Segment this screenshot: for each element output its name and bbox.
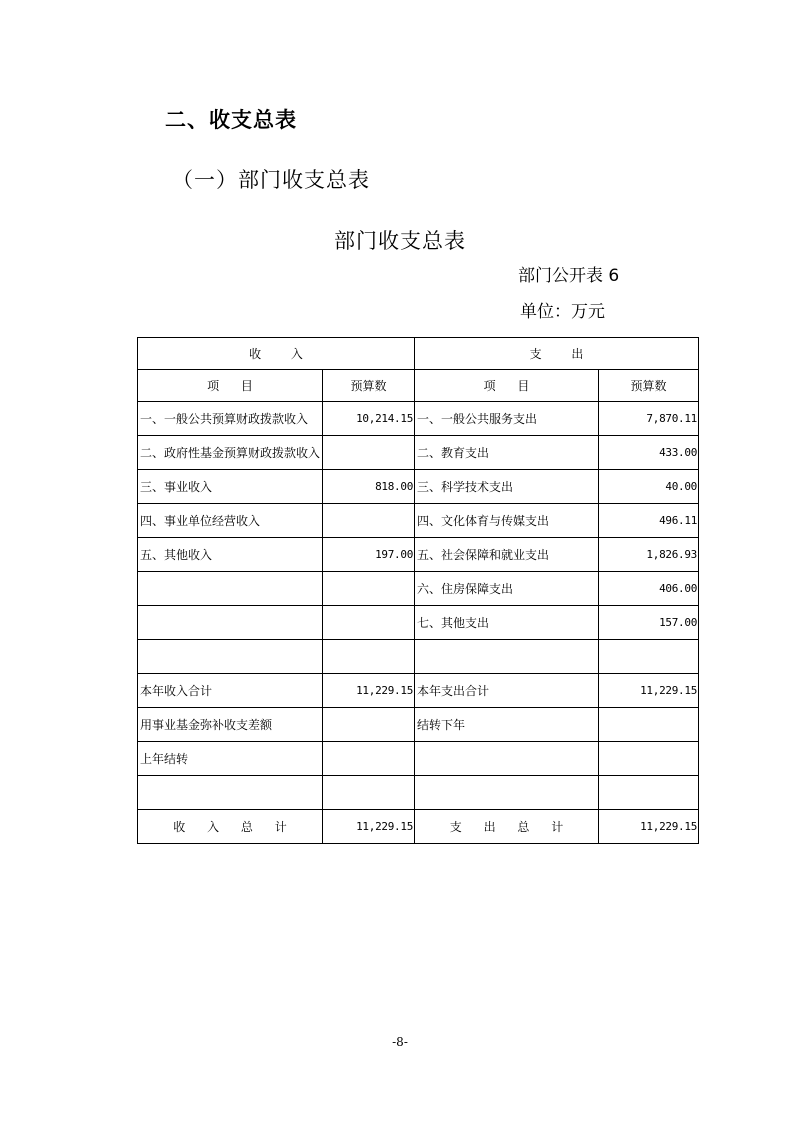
expense-item-cell [415, 742, 599, 776]
expense-budget-cell: 406.00 [599, 572, 699, 606]
income-item-header: 项 目 [138, 370, 323, 402]
expense-item-cell [415, 640, 599, 674]
expense-item-cell: 结转下年 [415, 708, 599, 742]
expense-item-cell: 本年支出合计 [415, 674, 599, 708]
income-budget-cell [323, 572, 415, 606]
table-group-header [138, 338, 699, 370]
income-item-cell: 二、政府性基金预算财政拨款收入 [138, 436, 323, 470]
table-row [138, 402, 699, 436]
table-number: 部门公开表 6 [518, 266, 620, 286]
expense-item-cell: 六、住房保障支出 [415, 572, 599, 606]
expense-item-cell: 三、科学技术支出 [415, 470, 599, 504]
expense-budget-cell [599, 742, 699, 776]
income-budget-cell: 197.00 [323, 538, 415, 572]
table-row [138, 742, 699, 776]
table-row [138, 572, 699, 606]
expense-budget-cell [599, 708, 699, 742]
expense-budget-cell [599, 640, 699, 674]
income-budget-cell [323, 776, 415, 810]
income-budget-cell: 818.00 [323, 470, 415, 504]
income-item-cell: 一、一般公共预算财政拨款收入 [138, 402, 323, 436]
expense-budget-header: 预算数 [599, 370, 699, 402]
income-budget-cell [323, 504, 415, 538]
income-item-cell: 上年结转 [138, 742, 323, 776]
expense-item-cell: 四、文化体育与传媒支出 [415, 504, 599, 538]
grand-total-row [138, 810, 699, 844]
table-row [138, 606, 699, 640]
income-expense-table [137, 337, 699, 844]
income-total-label: 收 入 总 计 [138, 810, 323, 844]
expense-budget-cell: 1,826.93 [599, 538, 699, 572]
table-row [138, 538, 699, 572]
income-item-cell: 用事业基金弥补收支差额 [138, 708, 323, 742]
income-item-cell [138, 572, 323, 606]
expense-item-cell: 二、教育支出 [415, 436, 599, 470]
table-row [138, 708, 699, 742]
table-row [138, 504, 699, 538]
income-item-cell: 三、事业收入 [138, 470, 323, 504]
subsection-heading: （一）部门收支总表 [172, 168, 370, 192]
income-budget-cell [323, 436, 415, 470]
expense-item-cell [415, 776, 599, 810]
income-budget-cell: 10,214.15 [323, 402, 415, 436]
income-item-cell [138, 606, 323, 640]
table-row [138, 470, 699, 504]
table-column-header [138, 370, 699, 402]
income-budget-cell [323, 742, 415, 776]
expense-budget-cell: 7,870.11 [599, 402, 699, 436]
table-row [138, 640, 699, 674]
table-title: 部门收支总表 [334, 229, 466, 253]
income-item-cell: 本年收入合计 [138, 674, 323, 708]
table-row [138, 776, 699, 810]
table-row [138, 674, 699, 708]
expense-total-label: 支 出 总 计 [415, 810, 599, 844]
expense-budget-cell [599, 776, 699, 810]
income-budget-cell [323, 606, 415, 640]
page-number: -8- [392, 1035, 408, 1049]
expense-item-cell: 五、社会保障和就业支出 [415, 538, 599, 572]
expense-item-header: 项 目 [415, 370, 599, 402]
expense-budget-cell: 496.11 [599, 504, 699, 538]
income-item-cell [138, 776, 323, 810]
expense-budget-cell: 11,229.15 [599, 674, 699, 708]
expense-budget-cell: 433.00 [599, 436, 699, 470]
unit-label: 单位：万元 [520, 302, 605, 322]
expense-item-cell: 七、其他支出 [415, 606, 599, 640]
income-group-header: 收 入 [138, 338, 415, 370]
income-item-cell [138, 640, 323, 674]
section-heading: 二、收支总表 [165, 108, 297, 132]
income-item-cell: 五、其他收入 [138, 538, 323, 572]
expense-group-header: 支 出 [415, 338, 699, 370]
income-budget-cell: 11,229.15 [323, 674, 415, 708]
income-total-value: 11,229.15 [323, 810, 415, 844]
expense-total-value: 11,229.15 [599, 810, 699, 844]
income-budget-cell [323, 640, 415, 674]
expense-budget-cell: 157.00 [599, 606, 699, 640]
income-item-cell: 四、事业单位经营收入 [138, 504, 323, 538]
income-budget-cell [323, 708, 415, 742]
expense-budget-cell: 40.00 [599, 470, 699, 504]
expense-item-cell: 一、一般公共服务支出 [415, 402, 599, 436]
income-budget-header: 预算数 [323, 370, 415, 402]
table-row [138, 436, 699, 470]
